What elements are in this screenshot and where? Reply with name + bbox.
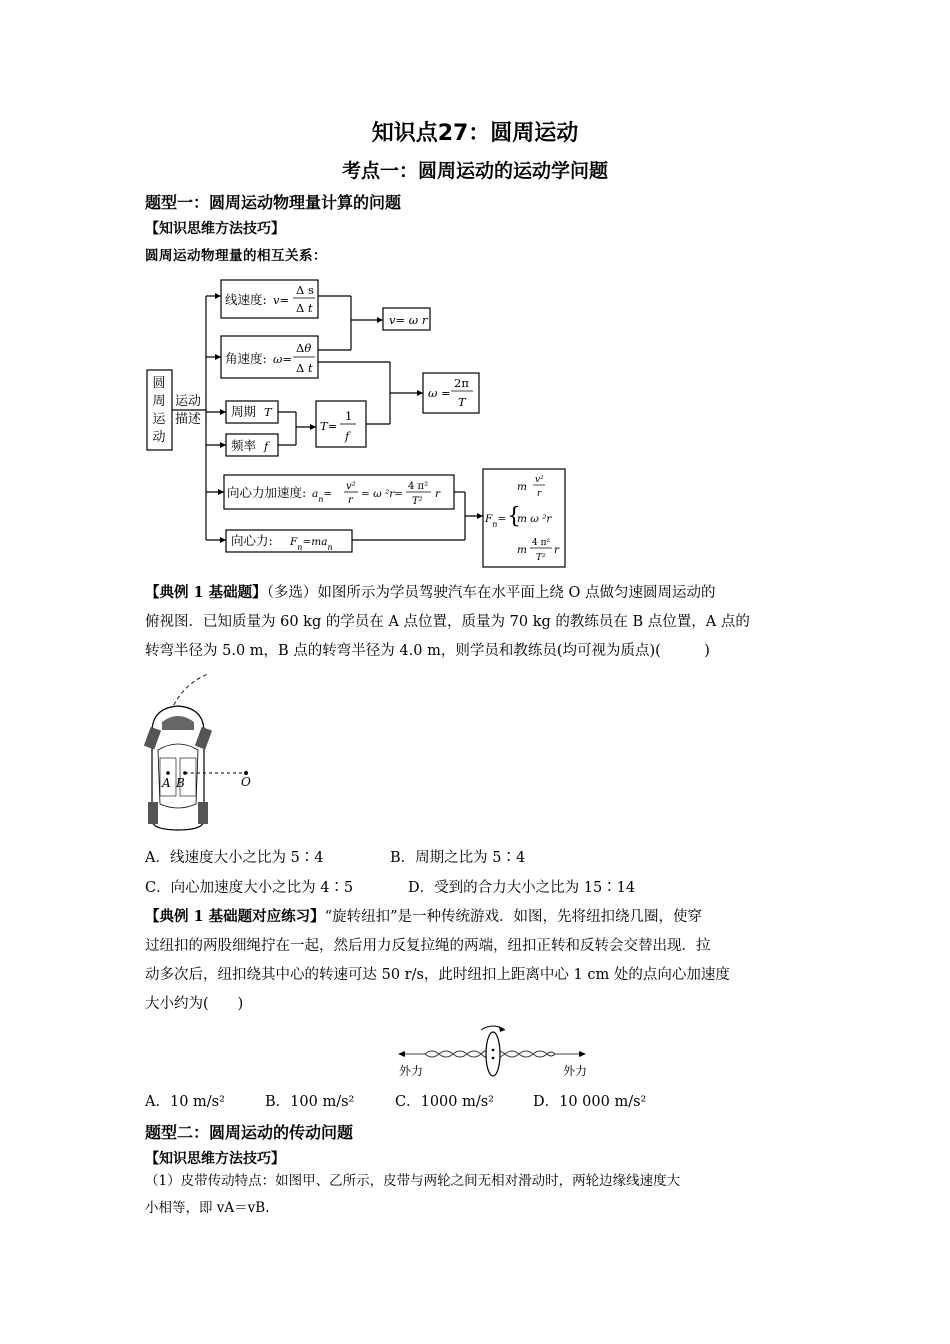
example1-option-c[interactable]: C．向心加速度大小之比为 4∶5: [145, 880, 354, 896]
example1-option-a[interactable]: A．线速度大小之比为 5∶4: [145, 850, 324, 866]
car-diagram: [140, 670, 270, 835]
force-label-right: 外力: [563, 1064, 588, 1078]
svg-text:m: m: [517, 544, 527, 556]
car-label-o: O: [241, 775, 251, 789]
practice1-option-c[interactable]: C．1000 m/s²: [395, 1094, 494, 1110]
svg-text:Δ t: Δ t: [296, 301, 313, 315]
svg-text:{: {: [507, 504, 521, 529]
root-char-1: 圆: [152, 376, 166, 391]
svg-text:v=: v=: [273, 293, 290, 307]
button-figure: [395, 1020, 595, 1080]
belt-text: [145, 1168, 810, 1222]
practice1-line-1: “旋转纽扣”是一种传统游戏．如图，先将纽扣绕几圈，使穿: [324, 909, 703, 925]
car-label-b: B: [176, 776, 185, 790]
svg-text:f: f: [264, 439, 269, 453]
svg-text:v²: v²: [535, 475, 544, 485]
svg-text:r: r: [435, 488, 441, 500]
svg-text:T: T: [264, 405, 272, 419]
relation-diagram: [140, 270, 580, 575]
motion-label-2: 描述: [174, 412, 202, 427]
period-label: 周期: [231, 404, 257, 419]
practice1-line-2: 过纽扣的两股细绳拧在一起，然后用力反复拉绳的两端，纽扣正转和反转会交替出现．拉: [145, 938, 711, 954]
centripetal-acc-label: 向心力加速度:: [227, 485, 307, 500]
example1-line-3: 转弯半径为 5.0 m，B 点的转弯半径为 4.0 m，则学员和教练员(均可视为质点)( ): [145, 643, 710, 659]
practice1-option-a[interactable]: A．10 m/s²: [145, 1094, 225, 1110]
svg-text:v²: v²: [346, 481, 356, 492]
svg-text:r: r: [348, 495, 353, 506]
practice1-line-4: 大小约为( ): [145, 996, 244, 1012]
svg-text:4 π²: 4 π²: [408, 481, 429, 492]
svg-text:ω=: ω=: [273, 352, 293, 366]
root-char-2: 周: [152, 394, 166, 409]
example1-option-b[interactable]: B．周期之比为 5∶4: [390, 850, 526, 866]
force-label-left: 外力: [399, 1064, 424, 1078]
practice1-tag: 【典例 1 基础题对应练习】: [145, 908, 325, 925]
page-title: 知识点27：圆周运动: [371, 121, 579, 146]
svg-text:ω =: ω =: [428, 386, 451, 400]
motion-label-1: 运动: [174, 394, 202, 409]
tip-label-type2: 【知识思维方法技巧】: [145, 1151, 285, 1167]
svg-text:= ω ²r=: = ω ²r=: [361, 488, 404, 500]
section-heading-type1: 题型一：圆周运动物理量计算的问题: [145, 193, 402, 212]
svg-text:r: r: [537, 489, 542, 499]
example1-option-d[interactable]: D．受到的合力大小之比为 15∶14: [408, 880, 636, 896]
svg-text:f: f: [345, 429, 350, 443]
section-heading-type2: 题型二：圆周运动的传动问题: [145, 1123, 354, 1142]
practice1-option-d[interactable]: D．10 000 m/s²: [533, 1094, 647, 1110]
svg-text:1: 1: [345, 409, 353, 423]
root-char-4: 动: [152, 430, 166, 445]
svg-text:T: T: [458, 395, 466, 409]
example1-line-2: 俯视图．已知质量为 60 kg 的学员在 A 点位置，质量为 70 kg 的教练员在 B 点位置，A 点的: [145, 614, 750, 630]
svg-text:T=: T=: [320, 419, 338, 433]
svg-text:r: r: [554, 544, 560, 556]
svg-text:Fn=: $F_n=$: [485, 513, 507, 529]
svg-text:Δθ: Δθ: [296, 341, 312, 355]
svg-text:2π: 2π: [454, 376, 469, 390]
angular-speed-label: 角速度:: [225, 351, 267, 366]
belt-line-2: 小相等，即 vA＝vB.: [145, 1200, 270, 1216]
svg-text:Fn=man: $F_n=ma_n$: [290, 536, 333, 552]
svg-text:v= ω r: v= ω r: [389, 313, 428, 327]
practice1-line-3: 动多次后，纽扣绕其中心的转速可达 50 r/s，此时纽扣上距离中心 1 cm 处的点向心加速度: [145, 967, 730, 983]
root-char-3: 运: [152, 412, 166, 427]
svg-text:T²: T²: [412, 496, 423, 507]
page-subtitle: 考点一：圆周运动的运动学问题: [341, 160, 608, 182]
example1-text: [145, 578, 810, 666]
example1-line-1: （多选）如图所示为学员驾驶汽车在水平面上绕 O 点做匀速圆周运动的: [266, 585, 716, 601]
frequency-label: 频率: [231, 438, 257, 453]
practice1-option-b[interactable]: B．100 m/s²: [265, 1094, 355, 1110]
svg-text:Δ s: Δ s: [296, 283, 314, 297]
svg-text:m ω ²r: m ω ²r: [517, 513, 552, 525]
tip-label-type1: 【知识思维方法技巧】: [145, 221, 285, 237]
example1-tag: 【典例 1 基础题】: [145, 584, 267, 601]
centripetal-force-label: 向心力:: [231, 533, 273, 548]
practice1-text: [145, 902, 810, 1019]
linear-speed-label: 线速度:: [225, 292, 267, 307]
svg-text:4 π²: 4 π²: [532, 538, 551, 548]
svg-text:Δ t: Δ t: [296, 361, 313, 375]
belt-line-1: （1）皮带传动特点：如图甲、乙所示，皮带与两轮之间无相对滑动时，两轮边缘线速度大: [145, 1173, 681, 1189]
relation-caption: 圆周运动物理量的相互关系：: [145, 248, 327, 264]
car-label-a: A: [162, 776, 171, 790]
svg-text:m: m: [517, 481, 527, 493]
svg-text:T²: T²: [536, 553, 546, 563]
svg-text:an=: $a_n=$: [312, 488, 333, 504]
